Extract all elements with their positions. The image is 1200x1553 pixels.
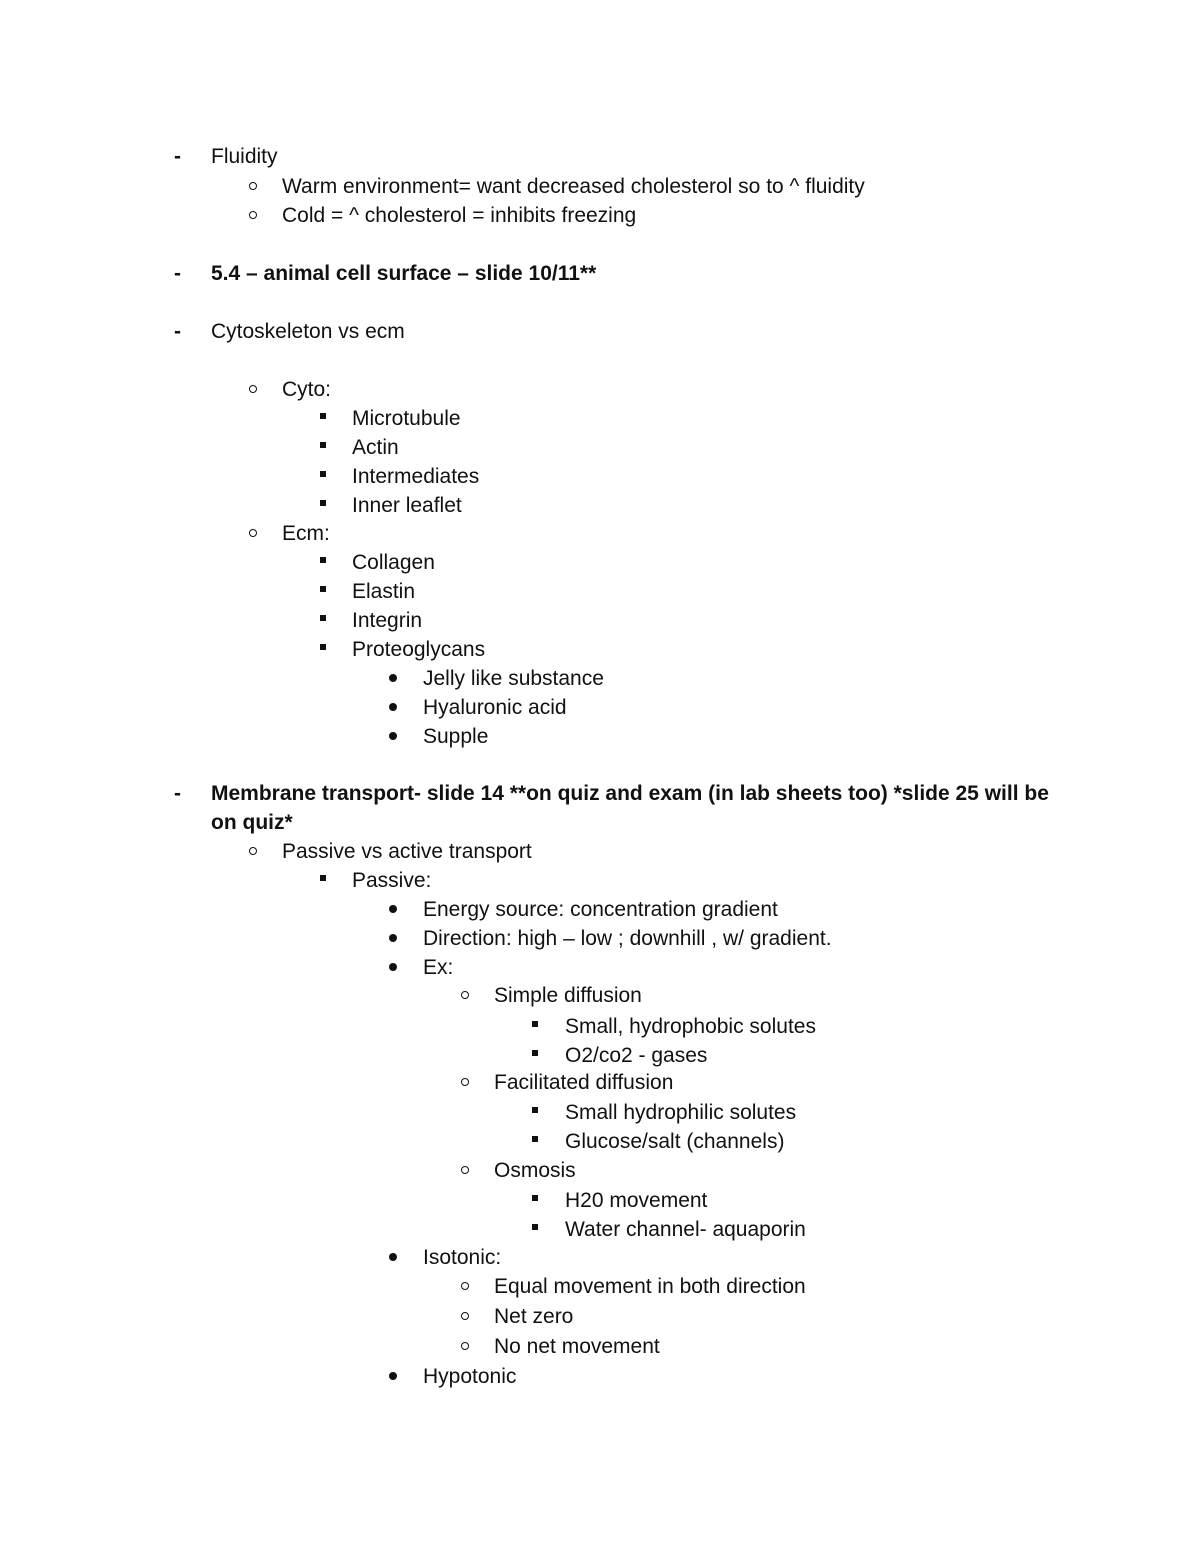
hollow-circle-bullet: [461, 1312, 469, 1320]
list-item: Equal movement in both direction: [494, 1275, 806, 1298]
square-bullet: [320, 557, 326, 563]
list-item: Cold = ^ cholesterol = inhibits freezing: [282, 204, 637, 227]
list-item: Supple: [423, 725, 489, 748]
square-bullet: [320, 471, 326, 477]
hollow-circle-bullet: [249, 385, 257, 393]
cytoskeleton-heading: Cytoskeleton vs ecm: [211, 320, 405, 343]
list-item: Isotonic:: [423, 1246, 502, 1269]
filled-circle-bullet: [389, 732, 397, 740]
dash-bullet: -: [174, 262, 181, 285]
fluidity-heading: Fluidity: [211, 145, 278, 168]
list-item: Passive vs active transport: [282, 840, 532, 863]
list-item: Passive:: [352, 869, 432, 892]
filled-circle-bullet: [389, 1372, 397, 1380]
square-bullet: [320, 413, 326, 419]
list-item: Elastin: [352, 580, 416, 603]
square-bullet: [532, 1224, 538, 1230]
list-item: Proteoglycans: [352, 638, 486, 661]
membrane-heading-line1: Membrane transport- slide 14 **on quiz and exam (in lab sheets too) *slide 25 will be: [211, 782, 1049, 805]
filled-circle-bullet: [389, 934, 397, 942]
hollow-circle-bullet: [249, 847, 257, 855]
square-bullet: [320, 615, 326, 621]
list-item: Hypotonic: [423, 1365, 517, 1388]
ecm-label: Ecm:: [282, 522, 330, 545]
square-bullet: [532, 1021, 538, 1027]
list-item: Simple diffusion: [494, 984, 642, 1007]
list-item: H20 movement: [565, 1189, 708, 1212]
dash-bullet: -: [174, 782, 181, 805]
square-bullet: [320, 586, 326, 592]
list-item: Water channel- aquaporin: [565, 1218, 806, 1241]
square-bullet: [320, 442, 326, 448]
list-item: Inner leaflet: [352, 494, 462, 517]
membrane-heading-line2: on quiz*: [211, 811, 293, 834]
square-bullet: [532, 1050, 538, 1056]
list-item: Facilitated diffusion: [494, 1071, 674, 1094]
square-bullet: [532, 1107, 538, 1113]
hollow-circle-bullet: [461, 1078, 469, 1086]
hollow-circle-bullet: [249, 529, 257, 537]
square-bullet: [320, 644, 326, 650]
list-item: Net zero: [494, 1305, 574, 1328]
list-item: Collagen: [352, 551, 435, 574]
hollow-circle-bullet: [461, 1282, 469, 1290]
list-item: Warm environment= want decreased cholesterol so to ^ fluidity: [282, 175, 865, 198]
list-item: Osmosis: [494, 1159, 576, 1182]
hollow-circle-bullet: [249, 182, 257, 190]
dash-bullet: -: [174, 145, 181, 168]
hollow-circle-bullet: [461, 991, 469, 999]
list-item: O2/co2 - gases: [565, 1044, 708, 1067]
hollow-circle-bullet: [461, 1342, 469, 1350]
list-item: Intermediates: [352, 465, 480, 488]
square-bullet: [532, 1136, 538, 1142]
filled-circle-bullet: [389, 674, 397, 682]
list-item: Small hydrophilic solutes: [565, 1101, 797, 1124]
cyto-label: Cyto:: [282, 378, 332, 401]
square-bullet: [532, 1195, 538, 1201]
list-item: Hyaluronic acid: [423, 696, 567, 719]
list-item: Small, hydrophobic solutes: [565, 1015, 816, 1038]
list-item: Ex:: [423, 956, 454, 979]
list-item: No net movement: [494, 1335, 660, 1358]
list-item: Microtubule: [352, 407, 461, 430]
list-item: Actin: [352, 436, 399, 459]
section-heading-5-4: 5.4 – animal cell surface – slide 10/11**: [211, 262, 597, 285]
filled-circle-bullet: [389, 963, 397, 971]
filled-circle-bullet: [389, 905, 397, 913]
square-bullet: [320, 875, 326, 881]
list-item: Jelly like substance: [423, 667, 604, 690]
hollow-circle-bullet: [249, 211, 257, 219]
list-item: Direction: high – low ; downhill , w/ gradient.: [423, 927, 832, 950]
list-item: Energy source: concentration gradient: [423, 898, 778, 921]
filled-circle-bullet: [389, 703, 397, 711]
list-item: Integrin: [352, 609, 423, 632]
list-item: Glucose/salt (channels): [565, 1130, 785, 1153]
square-bullet: [320, 500, 326, 506]
dash-bullet: -: [174, 320, 181, 343]
hollow-circle-bullet: [461, 1166, 469, 1174]
filled-circle-bullet: [389, 1253, 397, 1261]
